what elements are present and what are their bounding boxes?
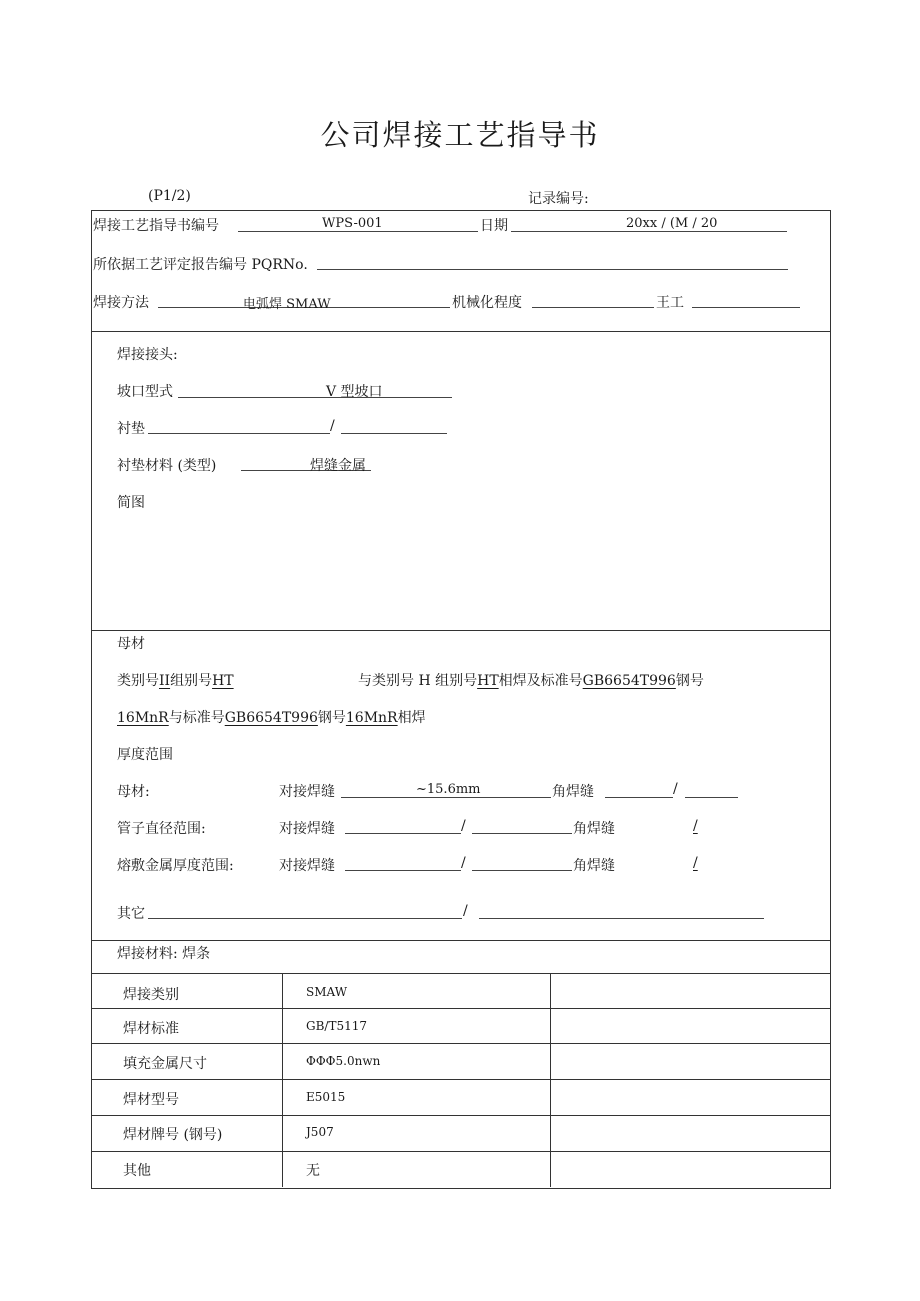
pipe-slash: / — [461, 818, 466, 834]
filler-row-value[interactable]: ΦΦΦ5.0nwn — [306, 1054, 381, 1068]
pipe-butt-line[interactable] — [345, 833, 461, 834]
deposit-butt-line-2[interactable] — [472, 870, 572, 871]
filler-row-value[interactable]: E5015 — [306, 1090, 346, 1104]
sketch-label: 简图 — [117, 495, 145, 511]
butt-value[interactable]: ~15.6mm — [416, 782, 481, 797]
base-metal-label: 母材: — [117, 784, 150, 800]
filler-row-value[interactable]: GB/T5117 — [306, 1019, 367, 1033]
backing-field-line-2[interactable] — [341, 433, 447, 434]
other-field-line-2[interactable] — [479, 918, 764, 919]
filler-row-label: 焊接类别 — [123, 987, 179, 1003]
date-field-line — [511, 231, 787, 232]
pipe-fillet-label: 角焊缝 — [573, 821, 615, 837]
method-label: 焊接方法 — [93, 295, 149, 311]
with-group-value[interactable]: HT — [477, 673, 499, 689]
deposit-slash: / — [461, 855, 466, 871]
table-top-line — [91, 973, 830, 974]
wps-field-line — [238, 231, 478, 232]
group-value[interactable]: HT — [212, 673, 234, 689]
document-title: 公司焊接工艺指导书 — [320, 118, 600, 152]
page-indicator: (P1/2) — [148, 188, 191, 204]
pqr-label: 所依据工艺评定报告编号 PQRNo. — [93, 257, 308, 273]
base-heading: 母材 — [117, 636, 145, 652]
backing-slash: / — [330, 418, 335, 434]
filler-row-value[interactable]: SMAW — [306, 985, 348, 999]
date-value[interactable]: 20xx / (M / 20 — [626, 216, 718, 231]
cat-label: 类别号 — [117, 673, 159, 689]
other-slash: / — [463, 903, 468, 919]
groove-field-line — [178, 397, 452, 398]
deposit-butt-line[interactable] — [345, 870, 461, 871]
deposit-label: 熔敷金属厚度范围: — [117, 858, 234, 874]
steel2-value[interactable]: 16MnR — [345, 710, 398, 726]
record-no-label: 记录编号: — [528, 191, 589, 207]
backing-field-line[interactable] — [148, 433, 330, 434]
with-cat-label: 与类别号 H 组别号 — [358, 673, 478, 689]
std2-value[interactable]: GB6654T996 — [224, 710, 318, 726]
backing-material-label: 衬垫材料 (类型) — [117, 458, 217, 474]
pipe-butt-line-2[interactable] — [472, 833, 572, 834]
mech-field-line[interactable] — [532, 307, 654, 308]
filler-row-label: 其他 — [123, 1163, 151, 1179]
filler-row-value[interactable]: J507 — [306, 1125, 334, 1139]
backing-label: 衬垫 — [117, 421, 145, 437]
other-label: 其它 — [117, 906, 145, 922]
fillet-field-line-2[interactable] — [685, 797, 738, 798]
base-line-2 — [117, 707, 426, 727]
pqr-field-line[interactable] — [317, 269, 788, 270]
manual-label: 王工 — [656, 295, 684, 311]
filler-row-label: 填充金属尺寸 — [123, 1056, 207, 1072]
pipe-label: 管子直径范围: — [117, 821, 206, 837]
group-label: 组别号 — [170, 673, 213, 689]
filler-row-label: 焊材标准 — [123, 1021, 179, 1037]
table-row-line — [91, 1008, 830, 1009]
table-row-line — [91, 1079, 830, 1080]
backing-material-value[interactable]: 焊缝金属 — [310, 458, 366, 474]
fillet-slash: / — [673, 781, 678, 797]
method-value[interactable]: 电弧焊 SMAW — [243, 297, 331, 312]
weld-with-label: 相焊 — [397, 710, 426, 726]
table-col-line — [550, 973, 551, 1187]
base-line-1b — [358, 670, 704, 690]
with-std2-label: 与标准号 — [168, 710, 225, 726]
pipe-butt-label: 对接焊缝 — [279, 821, 335, 837]
pipe-fillet-slash[interactable]: / — [693, 818, 698, 834]
groove-label: 坡口型式 — [117, 384, 173, 400]
table-row-line — [91, 1115, 830, 1116]
with-std-label: 相焊及标准号 — [498, 673, 583, 689]
filler-heading: 焊接材料: 焊条 — [117, 946, 211, 962]
wps-label: 焊接工艺指导书编号 — [93, 218, 219, 234]
fillet-field-line[interactable] — [605, 797, 673, 798]
filler-row-label: 焊材型号 — [123, 1092, 179, 1108]
manual-field-line[interactable] — [692, 307, 800, 308]
mech-label: 机械化程度 — [452, 295, 522, 311]
std-value[interactable]: GB6654T996 — [582, 673, 676, 689]
section-divider — [91, 331, 830, 332]
steel-value[interactable]: 16MnR — [117, 710, 169, 726]
steel2-label: 钢号 — [317, 710, 346, 726]
table-col-line — [282, 973, 283, 1187]
table-row-line — [91, 1151, 830, 1152]
cat-value[interactable]: II — [159, 673, 171, 689]
other-field-line[interactable] — [148, 918, 462, 919]
thickness-heading: 厚度范围 — [117, 747, 173, 763]
fillet-label: 角焊缝 — [552, 784, 594, 800]
table-row-line — [91, 1043, 830, 1044]
date-label: 日期 — [480, 218, 508, 234]
deposit-fillet-label: 角焊缝 — [573, 858, 615, 874]
section-divider — [91, 630, 830, 631]
joint-heading: 焊接接头: — [117, 347, 178, 363]
butt-field-line — [341, 797, 551, 798]
steel-label: 钢号 — [675, 673, 704, 689]
butt-label: 对接焊缝 — [279, 784, 335, 800]
section-divider — [91, 940, 830, 941]
filler-row-label: 焊材牌号 (钢号) — [123, 1127, 223, 1143]
deposit-butt-label: 对接焊缝 — [279, 858, 335, 874]
filler-row-value[interactable]: 无 — [306, 1163, 320, 1179]
deposit-fillet-slash[interactable]: / — [693, 855, 698, 871]
base-line-1 — [117, 670, 234, 690]
wps-value[interactable]: WPS-001 — [322, 216, 383, 231]
groove-value[interactable]: V 型坡口 — [326, 384, 383, 400]
